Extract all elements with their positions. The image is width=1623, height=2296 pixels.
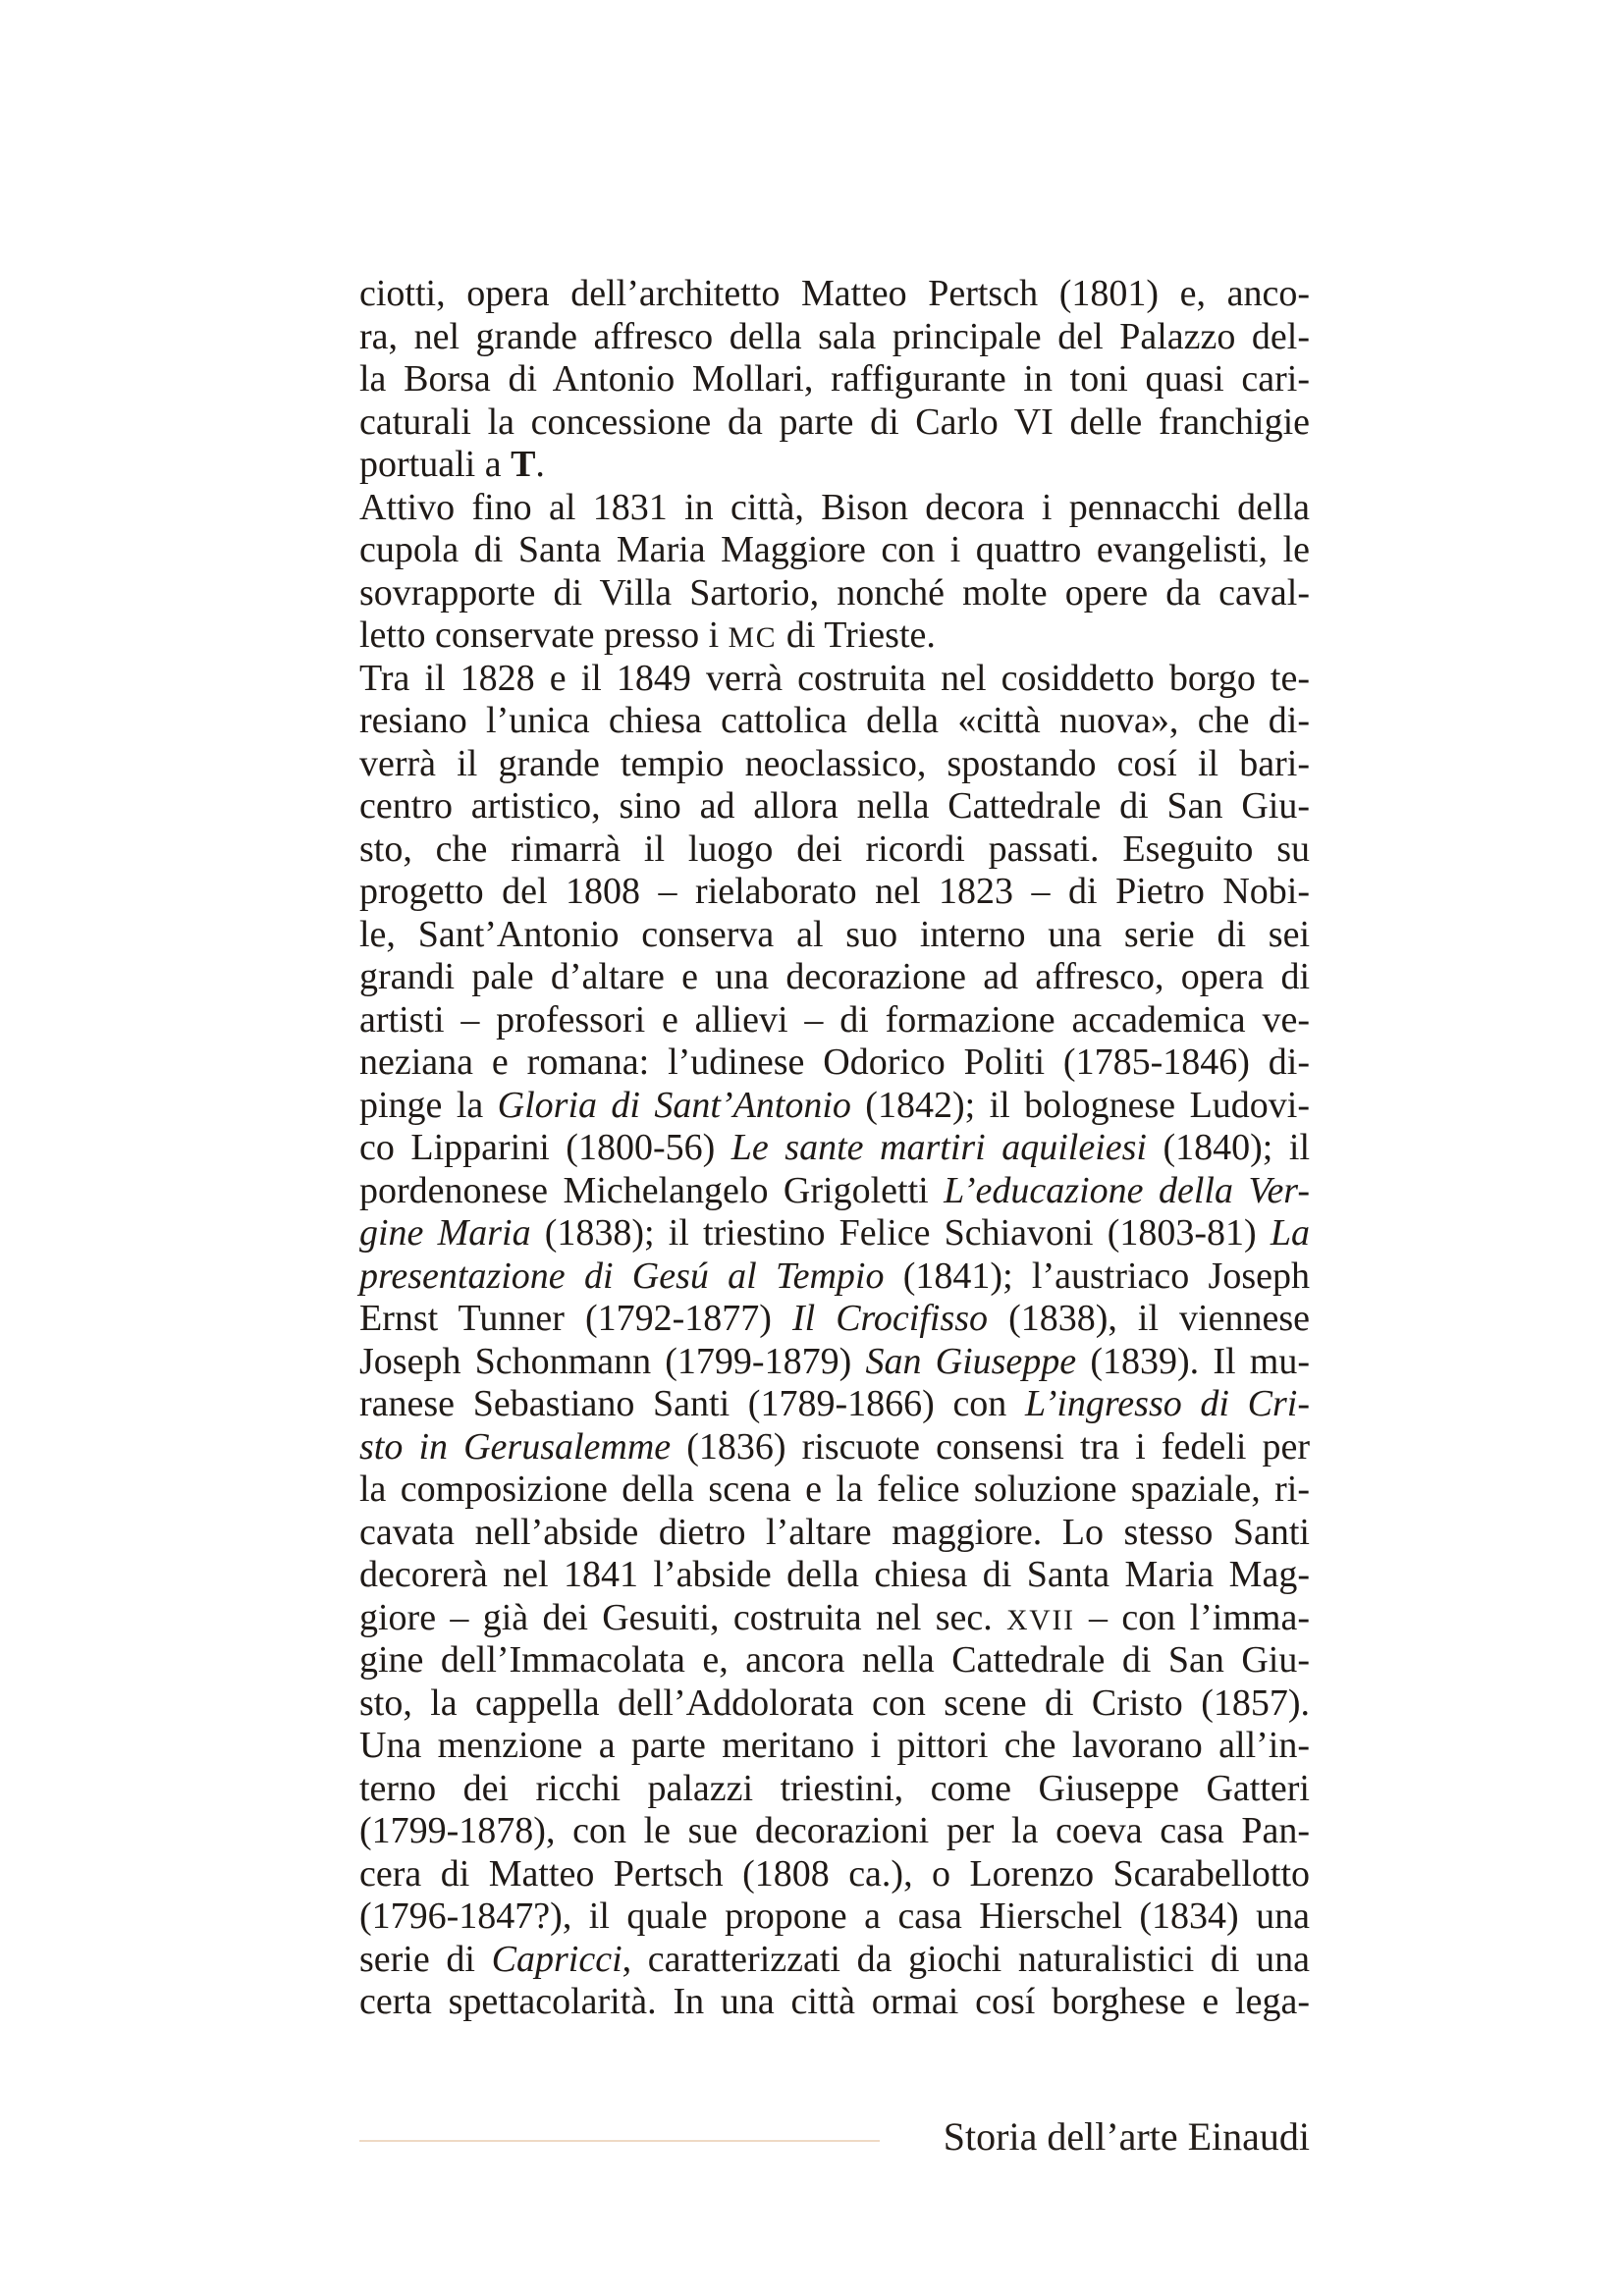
text-line: ranese Sebastiano Santi (1789-1866) con L’ingresso di Cri- bbox=[359, 1383, 1310, 1424]
text-line: presentazione di Gesú al Tempio (1841); l’austriaco Joseph bbox=[359, 1255, 1310, 1297]
text-line: gine Maria (1838); il triestino Felice Schiavoni (1803-81) La bbox=[359, 1212, 1310, 1254]
text-line: centro artistico, sino ad allora nella Cattedrale di San Giu- bbox=[359, 785, 1310, 827]
text-line: cavata nell’abside dietro l’altare maggiore. Lo stesso Santi bbox=[359, 1511, 1310, 1553]
footer-title: Storia dell’arte Einaudi bbox=[943, 2114, 1310, 2159]
text-line: la composizione della scena e la felice soluzione spaziale, ri- bbox=[359, 1468, 1310, 1510]
footer-rule bbox=[359, 2140, 880, 2142]
text-line: pordenonese Michelangelo Grigoletti L’educazione della Ver- bbox=[359, 1169, 1310, 1211]
text-line: (1796-1847?), il quale propone a casa Hierschel (1834) una bbox=[359, 1896, 1310, 1937]
text-line: pinge la Gloria di Sant’Antonio (1842); il bolognese Ludovi- bbox=[359, 1084, 1310, 1126]
text-line: giore – già dei Gesuiti, costruita nel sec. XVII – con l’imma- bbox=[359, 1596, 1310, 1638]
text-line: co Lipparini (1800-56) Le sante martiri aquileiesi (1840); il bbox=[359, 1127, 1310, 1168]
text-line: verrà il grande tempio neoclassico, spostando cosí il bari- bbox=[359, 742, 1310, 784]
text-line: grandi pale d’altare e una decorazione ad affresco, opera di bbox=[359, 956, 1310, 997]
text-line: cupola di Santa Maria Maggiore con i quattro evangelisti, le bbox=[359, 529, 1310, 570]
text-line: Ernst Tunner (1792-1877) Il Crocifisso (1838), il viennese bbox=[359, 1298, 1310, 1339]
text-line: sovrapporte di Villa Sartorio, nonché molte opere da caval- bbox=[359, 571, 1310, 614]
text-line: cera di Matteo Pertsch (1808 ca.), o Lorenzo Scarabellotto bbox=[359, 1852, 1310, 1895]
text-line: caturali la concessione da parte di Carlo VI delle franchigie bbox=[359, 400, 1310, 443]
text-line: portuali a T. bbox=[359, 444, 545, 485]
text-line: la Borsa di Antonio Mollari, raffigurante in toni quasi cari- bbox=[359, 358, 1310, 400]
text-line: (1799-1878), con le sue decorazioni per la coeva casa Pan- bbox=[359, 1810, 1310, 1851]
text-line: Joseph Schonmann (1799-1879) San Giuseppe (1839). Il mu- bbox=[359, 1340, 1311, 1382]
text-line: decorerà nel 1841 l’abside della chiesa di Santa Maria Mag- bbox=[359, 1554, 1310, 1595]
text-line: resiano l’unica chiesa cattolica della «città nuova», che di- bbox=[359, 700, 1310, 741]
text-line: ra, nel grande affresco della sala principale del Palazzo del- bbox=[359, 315, 1310, 357]
text-line: le, Sant’Antonio conserva al suo interno una serie di sei bbox=[359, 913, 1310, 955]
text-line: sto in Gerusalemme (1836) riscuote consensi tra i fedeli per bbox=[359, 1425, 1310, 1468]
text-line: progetto del 1808 – rielaborato nel 1823 – di Pietro Nobi- bbox=[359, 871, 1310, 912]
text-line: gine dell’Immacolata e, ancora nella Cattedrale di San Giu- bbox=[359, 1639, 1310, 1681]
text-line: Una menzione a parte meritano i pittori che lavorano all’in- bbox=[359, 1725, 1310, 1766]
text-line: sto, la cappella dell’Addolorata con scene di Cristo (1857). bbox=[359, 1682, 1310, 1724]
text-line: serie di Capricci, caratterizzati da giochi naturalistici di una bbox=[359, 1938, 1310, 1980]
text-line: certa spettacolarità. In una città ormai cosí borghese e lega- bbox=[359, 1981, 1310, 2022]
text-line: neziana e romana: l’udinese Odorico Politi (1785-1846) di- bbox=[359, 1041, 1310, 1083]
body-text bbox=[359, 273, 1310, 2024]
text-line: terno dei ricchi palazzi triestini, come Giuseppe Gatteri bbox=[359, 1767, 1310, 1809]
text-line: sto, che rimarrà il luogo dei ricordi passati. Eseguito su bbox=[359, 828, 1310, 870]
text-line: artisti – professori e allievi – di formazione accademica ve- bbox=[359, 998, 1310, 1041]
text-line: Tra il 1828 e il 1849 verrà costruita nel cosiddetto borgo te- bbox=[359, 657, 1310, 699]
text-line: Attivo fino al 1831 in città, Bison decora i pennacchi della bbox=[359, 486, 1310, 528]
text-line: ciotti, opera dell’architetto Matteo Pertsch (1801) e, anco- bbox=[359, 273, 1310, 314]
text-line: letto conservate presso i MC di Trieste. bbox=[359, 614, 936, 656]
